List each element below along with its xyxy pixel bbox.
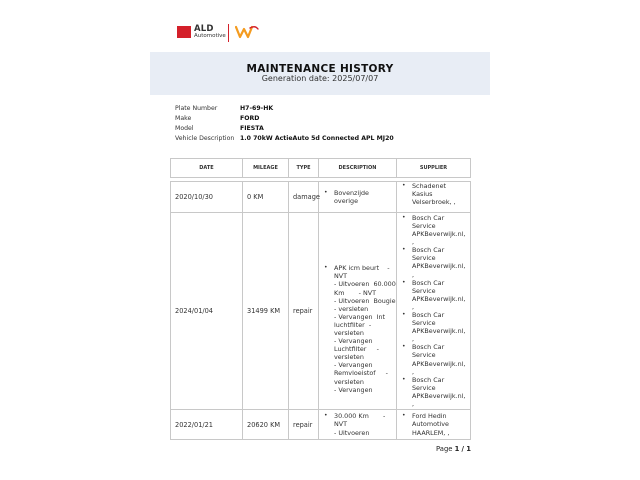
page-title: MAINTENANCE HISTORY (246, 63, 394, 75)
supplier-item: • Bosch Car Service APKBeverwijk.nl, , (401, 376, 466, 408)
page-indicator (436, 445, 471, 453)
supplier-item: • Schadenet Kasius Velserbroek, , (401, 182, 466, 206)
column-header-type: TYPE (289, 159, 319, 178)
table-row (171, 213, 471, 410)
cell-date: 2024/01/04 (171, 213, 243, 410)
cell-mileage: 31499 KM (243, 213, 289, 410)
cell-description (319, 182, 397, 213)
cell-description (319, 213, 397, 410)
cell-date: 2022/01/21 (171, 410, 243, 440)
current-page: 1 (454, 445, 460, 453)
table-header-row (171, 159, 471, 178)
leaseplan-mark-icon (235, 24, 259, 40)
cell-description (319, 410, 397, 440)
ald-logo-subtitle: Automotive (194, 33, 226, 39)
page-separator: / (461, 445, 465, 453)
generation-date: Generation date: 2025/07/07 (261, 74, 379, 83)
plate-number-value: H7-69-HK (240, 105, 274, 112)
description-item: • 30.000 Km - NVT - Uitvoeren (323, 412, 392, 436)
page-word: Page (436, 445, 453, 453)
description-item: • Bovenzijde overige (323, 189, 392, 205)
cell-supplier (397, 182, 471, 213)
cell-type: repair (289, 213, 319, 410)
cell-type: repair (289, 410, 319, 440)
make-label: Make (175, 115, 192, 122)
maintenance-table (170, 158, 471, 440)
model-value: FIESTA (240, 125, 264, 132)
column-header-supplier: SUPPLIER (397, 159, 471, 178)
supplier-item: • Bosch Car Service APKBeverwijk.nl, , (401, 279, 466, 311)
cell-type: damage (289, 182, 319, 213)
supplier-item: • Bosch Car Service APKBeverwijk.nl, , (401, 246, 466, 278)
cell-date: 2020/10/30 (171, 182, 243, 213)
cell-supplier (397, 213, 471, 410)
supplier-item: • Bosch Car Service APKBeverwijk.nl, , (401, 343, 466, 375)
table-row (171, 410, 471, 440)
column-header-date: DATE (171, 159, 243, 178)
supplier-item: • Bosch Car Service APKBeverwijk.nl, , (401, 311, 466, 343)
vehicle-description-value: 1.0 70kW ActieAuto 5d Connected APL MJ20 (240, 135, 394, 142)
ald-logo-mark (177, 26, 191, 38)
cell-supplier (397, 410, 471, 440)
logo-divider (228, 24, 229, 42)
plate-number-label: Plate Number (175, 105, 218, 112)
column-header-description: DESCRIPTION (319, 159, 397, 178)
ald-logo-name: ALD (194, 24, 214, 34)
cell-mileage: 20620 KM (243, 410, 289, 440)
cell-mileage: 0 KM (243, 182, 289, 213)
table-row (171, 182, 471, 213)
vehicle-description-label: Vehicle Description (175, 135, 235, 142)
description-item: • APK icm beurt - NVT - Uitvoeren 60.000 Km - NVT - Uitvoeren Bougie - versleten - Vervangen Int luchtfilter - versleten - Vervangen Luchtfilter - versleten - Vervangen Remvloeistof - versleten - Vervangen (323, 264, 392, 394)
model-label: Model (175, 125, 194, 132)
supplier-item: • Ford Hedin Automotive HAARLEM, , (401, 412, 466, 436)
supplier-item: • Bosch Car Service APKBeverwijk.nl, , (401, 214, 466, 246)
total-pages: 1 (466, 445, 471, 453)
make-value: FORD (240, 115, 260, 122)
column-header-mileage: MILEAGE (243, 159, 289, 178)
